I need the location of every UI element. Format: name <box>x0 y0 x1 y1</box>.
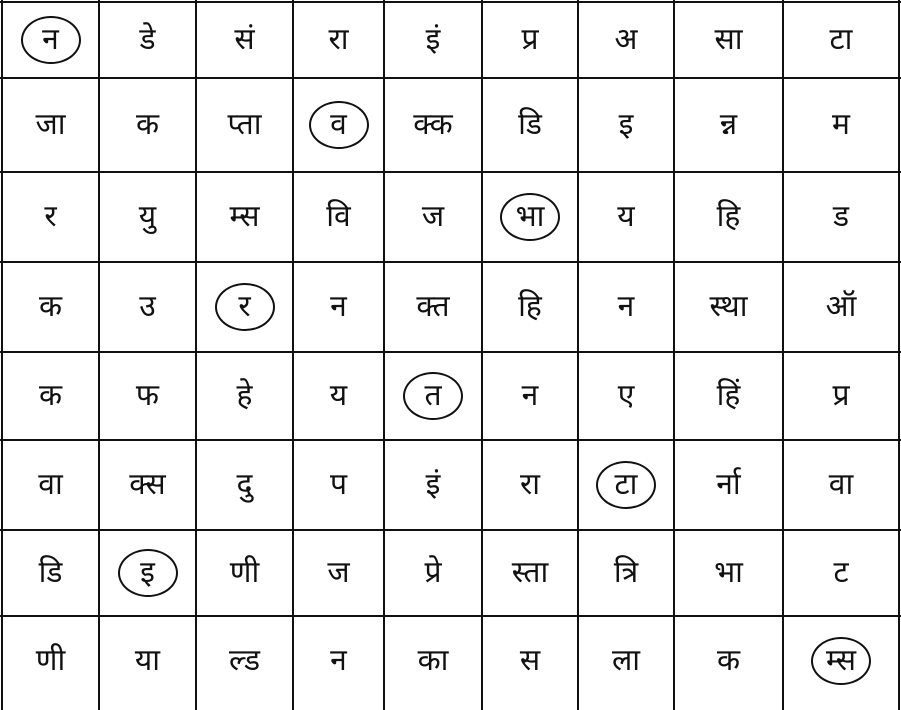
grid-cell <box>99 530 196 616</box>
grid-cell <box>578 352 674 440</box>
grid-cell <box>2 262 99 352</box>
grid-cell <box>196 172 293 262</box>
grid-cell <box>482 172 578 262</box>
grid-cell <box>384 352 482 440</box>
grid-cell <box>99 262 196 352</box>
cell-letter: रा <box>519 467 541 502</box>
grid-cell <box>293 2 384 78</box>
cell-letter: वि <box>326 199 351 234</box>
grid-cell <box>293 616 384 706</box>
cell-letter: ट <box>833 555 849 590</box>
grid-cell <box>674 352 783 440</box>
cell-letter: क्क <box>413 107 453 142</box>
grid-cell <box>674 262 783 352</box>
grid-cell <box>293 440 384 530</box>
grid-cell <box>196 352 293 440</box>
grid-cell <box>384 530 482 616</box>
grid-cell <box>99 616 196 706</box>
cell-letter: का <box>417 643 449 678</box>
cell-letter: इं <box>425 467 441 502</box>
grid-cell <box>482 440 578 530</box>
grid-cell <box>384 2 482 78</box>
grid-cell <box>384 616 482 706</box>
grid-cell <box>2 616 99 706</box>
grid-cell <box>674 2 783 78</box>
cell-letter: इं <box>425 22 441 57</box>
cell-letter: म <box>832 107 850 142</box>
cell-letter: टा <box>614 467 638 502</box>
grid-cell <box>196 616 293 706</box>
grid-cell <box>99 78 196 172</box>
cell-letter: र <box>44 199 57 234</box>
cell-letter: ज <box>327 555 350 590</box>
grid-cell <box>482 352 578 440</box>
cell-letter: ल्ड <box>228 643 261 678</box>
cell-letter: ज <box>421 199 445 234</box>
cell-letter: डि <box>38 555 63 590</box>
cell-letter: प्रे <box>424 555 442 590</box>
cell-letter: ला <box>611 643 641 678</box>
cell-letter: म्स <box>229 199 260 234</box>
grid-cell <box>384 78 482 172</box>
cell-letter: उ <box>139 289 156 324</box>
cell-letter: त <box>424 378 442 413</box>
cell-letter: न्न <box>719 107 738 142</box>
grid-cell <box>578 616 674 706</box>
cell-letter: हि <box>716 199 741 234</box>
cell-letter: हे <box>236 378 253 413</box>
cell-letter: इ <box>618 107 634 142</box>
grid-cell <box>482 262 578 352</box>
grid-cell <box>293 352 384 440</box>
grid-cell <box>293 530 384 616</box>
grid-cell <box>99 2 196 78</box>
grid-cell <box>783 262 899 352</box>
cell-letter: व <box>330 107 347 142</box>
grid-cell <box>2 530 99 616</box>
cell-letter: प्ता <box>227 107 262 142</box>
grid-cell <box>196 262 293 352</box>
grid-cell <box>482 78 578 172</box>
cell-letter: इ <box>140 555 155 590</box>
cell-letter: णी <box>229 555 260 590</box>
cell-letter: न <box>617 289 635 324</box>
cell-letter: भा <box>515 199 545 234</box>
cell-letter: स <box>519 643 541 678</box>
grid-cell <box>2 440 99 530</box>
cell-letter: भा <box>714 555 743 590</box>
cell-letter: सा <box>714 22 743 57</box>
cell-letter: जा <box>35 107 66 142</box>
grid-cell <box>2 78 99 172</box>
grid-cell <box>783 530 899 616</box>
cell-letter: या <box>134 643 161 678</box>
cell-letter: म्स <box>825 643 857 678</box>
cell-letter: स्ता <box>511 555 549 590</box>
cell-letter: डे <box>139 22 156 57</box>
cell-letter: प्र <box>832 378 850 413</box>
grid-cell <box>674 172 783 262</box>
grid-cell <box>384 172 482 262</box>
grid-cell <box>674 530 783 616</box>
grid-cell <box>783 440 899 530</box>
grid-cell <box>674 440 783 530</box>
cell-letter: क <box>135 107 160 142</box>
cell-letter: वा <box>828 467 854 502</box>
cell-letter: न <box>42 22 59 57</box>
grid-cell <box>674 78 783 172</box>
cell-letter: स्था <box>709 289 748 324</box>
cell-letter: ड <box>832 199 850 234</box>
cell-letter: ऑ <box>825 289 857 324</box>
cell-letter: हिं <box>716 378 741 413</box>
cell-letter: सं <box>234 22 255 57</box>
cell-letter: र <box>238 289 251 324</box>
grid-cell <box>196 530 293 616</box>
cell-letter: ए <box>617 378 635 413</box>
grid-cell <box>2 352 99 440</box>
grid-cell <box>293 172 384 262</box>
grid-cell <box>384 262 482 352</box>
grid-cell <box>783 78 899 172</box>
cell-letter: यु <box>138 199 157 234</box>
cell-letter: डि <box>518 107 542 142</box>
grid-cell <box>2 172 99 262</box>
cell-letter: रा <box>328 22 349 57</box>
grid-cell <box>578 172 674 262</box>
grid-cell <box>783 616 899 706</box>
cell-letter: अ <box>614 22 638 57</box>
grid-cell <box>293 262 384 352</box>
grid-cell <box>482 530 578 616</box>
grid-cell <box>578 440 674 530</box>
cell-letter: णी <box>35 643 66 678</box>
grid-cell <box>196 78 293 172</box>
grid-cell <box>196 2 293 78</box>
grid-cell <box>674 616 783 706</box>
cell-letter: न <box>521 378 539 413</box>
cell-letter: प <box>329 467 348 502</box>
cell-letter: क <box>38 289 63 324</box>
grid-cell <box>2 2 99 78</box>
grid-cell <box>783 352 899 440</box>
grid-cell <box>578 530 674 616</box>
cell-letter: क्स <box>129 467 166 502</box>
cell-letter: फ <box>135 378 160 413</box>
cell-letter: य <box>617 199 635 234</box>
cell-letter: क <box>716 643 741 678</box>
cell-letter: हि <box>518 289 542 324</box>
cell-letter: दु <box>236 467 253 502</box>
cell-letter: य <box>329 378 348 413</box>
cell-letter: टा <box>829 22 853 57</box>
cell-letter: क्त <box>416 289 450 324</box>
grid-cell <box>99 172 196 262</box>
cell-letter: न <box>330 643 347 678</box>
grid-cell <box>578 262 674 352</box>
cell-letter: वा <box>38 467 63 502</box>
grid-cell <box>783 172 899 262</box>
cell-letter: र्ना <box>716 467 741 502</box>
cell-letter: प्र <box>521 22 539 57</box>
grid-cell <box>482 616 578 706</box>
grid-cell <box>99 352 196 440</box>
grid-cell <box>384 440 482 530</box>
grid-cell <box>482 2 578 78</box>
grid-cell <box>578 2 674 78</box>
grid-cell <box>293 78 384 172</box>
grid-cell <box>578 78 674 172</box>
grid-cell <box>783 2 899 78</box>
cell-letter: न <box>330 289 347 324</box>
grid-cell <box>196 440 293 530</box>
grid-cell <box>99 440 196 530</box>
cell-letter: क <box>38 378 63 413</box>
cell-letter: त्रि <box>613 555 639 590</box>
